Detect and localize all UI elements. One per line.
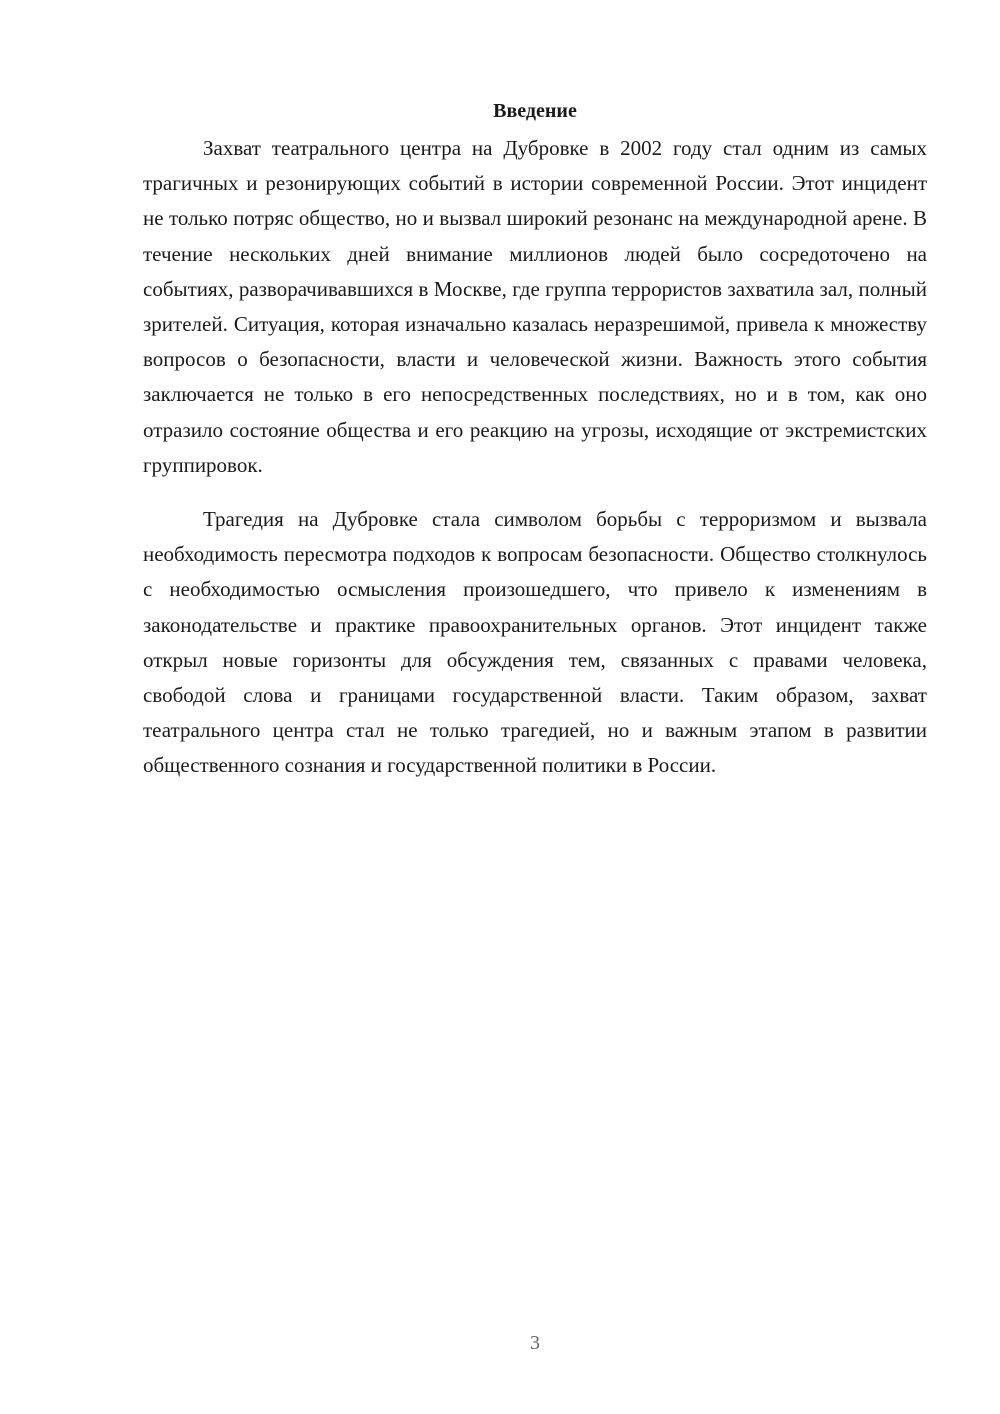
section-heading: Введение xyxy=(493,100,577,122)
paragraph-1: Захват театрального центра на Дубровке в 2002 году стал одним из самых трагичных и резонирующих событий в истории современной России. Этот инцидент не только потряс общество, но и вызвал широкий резонанс на международной арене. В течение нескольких дней внимание миллионов людей было сосредоточено на событиях, разворачивавшихся в Москве, где группа террористов захватила зал, полный зрителей. Ситуация, которая изначально казалась неразрешимой, привела к множеству вопросов о безопасности, власти и человеческой жизни. Важность этого события заключается не только в его непосредственных последствиях, но и в том, как оно отразило состояние общества и его реакцию на угрозы, исходящие от экстремистских группировок. xyxy=(143,136,927,477)
paragraph-2: Трагедия на Дубровке стала символом борьбы с терроризмом и вызвала необходимость пересмотра подходов к вопросам безопасности. Общество столкнулось с необходимостью осмысления произошедшего, что привело к изменениям в законодательстве и практике правоохранительных органов. Этот инцидент также открыл новые горизонты для обсуждения тем, связанных с правами человека, свободой слова и границами государственной власти. Таким образом, захват театрального центра стал не только трагедией, но и важным этапом в развитии общественного сознания и государственной политики в России. xyxy=(143,507,927,778)
page-content xyxy=(143,92,927,784)
page-number: 3 xyxy=(530,1332,540,1354)
